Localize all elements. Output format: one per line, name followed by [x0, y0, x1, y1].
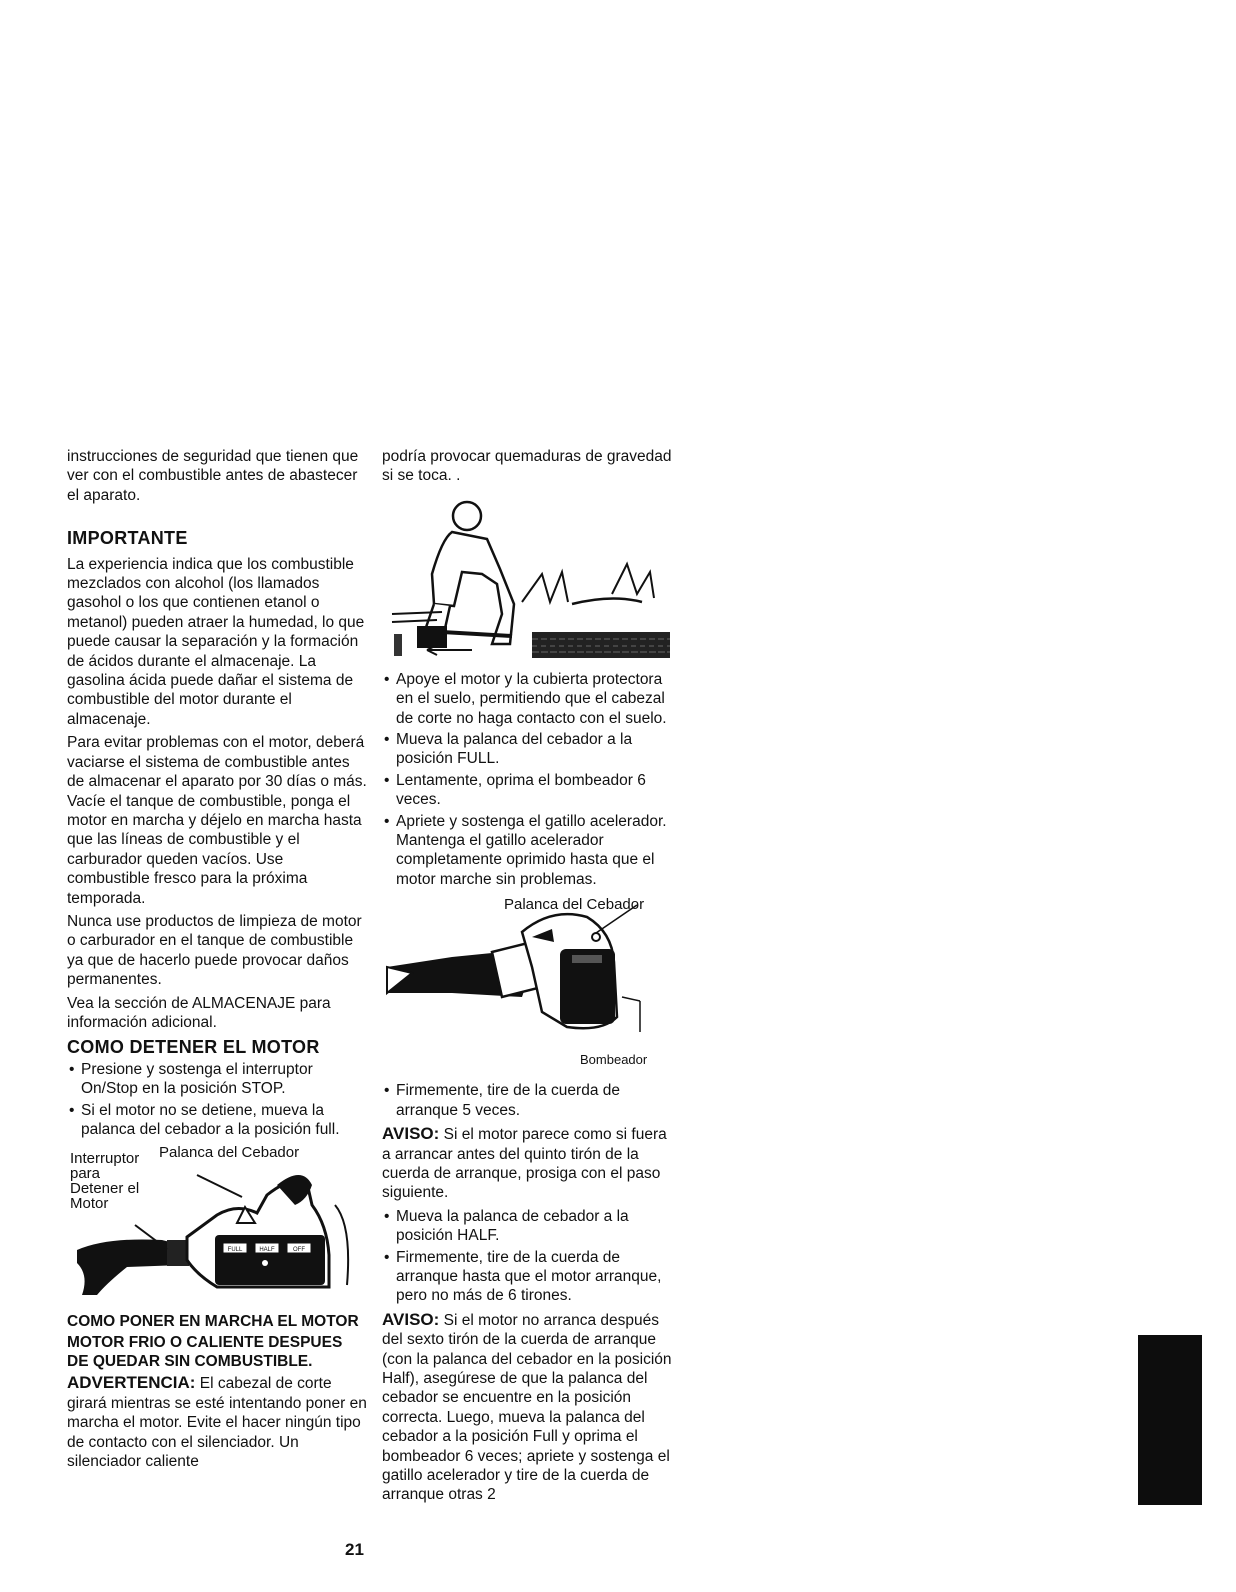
start-warning-paragraph: [67, 1373, 367, 1471]
aviso-paragraph-2: [382, 1310, 672, 1505]
list-item: • Mueva la palanca del cebador a la posición FULL.: [382, 730, 672, 769]
start-steps-list-b: [382, 1081, 672, 1120]
importante-paragraph-1: La experiencia indica que los combustible mezclados con alcohol (los llamados gasohol o los que contienen etanol o metanol) pueden atraer la humedad, lo que puede causar la separación y la formación de ácidos durante el almacenaje. La gasolina ácida puede dañar el sistema de combustible del motor durante el almacenaje.: [67, 555, 365, 728]
list-item: • Firmemente, tire de la cuerda de arranque 5 veces.: [382, 1081, 672, 1120]
start-steps-list-c: [382, 1207, 672, 1306]
importante-paragraph-4: Vea la sección de ALMACENAJE para información adicional.: [67, 994, 331, 1031]
start-engine-heading: COMO PONER EN MARCHA EL MOTOR: [67, 1313, 359, 1331]
choke-lever-label: Palanca del Cebador: [159, 1144, 300, 1162]
off-position-label: OFF: [293, 1247, 305, 1254]
importante-paragraph-2: Para evitar problemas con el motor, deberá vaciarse el sistema de combustible antes de almacenar el aparato por 30 días o más. Vacíe el tanque de combustible, ponga el motor en marcha y déjelo en marcha hasta que las líneas de combustible y el carburador queden vacíos. Use combustible fresco para la próxima temporada.: [67, 734, 367, 907]
engine-choke-primer-illustration: [382, 897, 672, 1075]
operator-figure: [382, 494, 672, 664]
warning-lead: ADVERTENCIA:: [67, 1373, 196, 1393]
cold-warm-start-subheading: MOTOR FRIO O CALIENTE DESPUES DE QUEDAR SIN COMBUSTIBLE.: [67, 1334, 343, 1371]
aviso-text: Si el motor parece como si fuera a arrancar antes del quinto tirón de la cuerda de arranque, prosiga con el paso siguiente.: [382, 1126, 667, 1202]
section-tab-marker: [1138, 1335, 1202, 1505]
right-intro-paragraph: podría provocar quemaduras de gravedad si se toca. .: [382, 448, 672, 485]
importante-heading: IMPORTANTE: [67, 528, 188, 549]
full-position-label: FULL: [227, 1247, 243, 1254]
aviso-paragraph-1: [382, 1124, 672, 1203]
choke-lever-label: Palanca del Cebador: [504, 896, 645, 914]
stop-switch-figure: [67, 1145, 352, 1300]
list-item: • Presione y sostenga el interruptor On/Stop en la posición STOP.: [67, 1060, 367, 1099]
stop-switch-label: Interruptor para Detener el Motor: [70, 1150, 140, 1213]
list-item: • Mueva la palanca de cebador a la posición HALF.: [382, 1207, 672, 1246]
warning-text: El cabezal de corte girará mientras se esté intentando poner en marcha el motor. Evite el hacer ningún tipo de contacto con el silenciador. Un silenciador caliente: [67, 1375, 367, 1471]
left-column: [67, 447, 367, 1475]
list-item: • Apoye el motor y la cubierta protectora en el suelo, permitiendo que el cabezal de corte no haga contacto con el suelo.: [382, 670, 672, 728]
importante-paragraph-3: Nunca use productos de limpieza de motor o carburador en el tanque de combustible ya que de hacerlo puede provocar daños permanentes.: [67, 912, 362, 989]
choke-primer-figure: [382, 897, 672, 1075]
aviso-text: Si el motor no arranca después del sexto tirón de la cuerda de arranque (con la palanca del cebador en la posición Half), asegúrese de que la palanca del cebador se encuentre en la posición correcta. Luego, mueva la palanca del cebador a la posición Full y oprima el bombeador 6 veces; apriete y sostenga el gatillo acelerador y tire de la cuerda de arranque otras 2: [382, 1311, 672, 1504]
start-steps-list-a: [382, 670, 672, 889]
stop-engine-heading: COMO DETENER EL MOTOR: [67, 1037, 320, 1058]
list-item: • Firmemente, tire de la cuerda de arranque hasta que el motor arranque, pero no más de 6 tirones.: [382, 1248, 672, 1306]
operator-kneeling-illustration: [382, 494, 672, 664]
left-intro-paragraph: instrucciones de seguridad que tienen que ver con el combustible antes de abastecer el aparato.: [67, 448, 359, 504]
list-item: • Lentamente, oprima el bombeador 6 veces.: [382, 771, 672, 810]
list-item: • Si el motor no se detiene, mueva la palanca del cebador a la posición full.: [67, 1101, 367, 1140]
half-position-label: HALF: [259, 1247, 275, 1254]
list-item: • Apriete y sostenga el gatillo acelerador. Mantenga el gatillo acelerador completamente oprimido hasta que el motor marche sin problemas.: [382, 812, 672, 890]
primer-bulb-label: Bombeador: [580, 1052, 648, 1068]
stop-engine-list: [67, 1060, 367, 1140]
right-column: [382, 447, 672, 1509]
aviso-lead: AVISO:: [382, 1124, 440, 1144]
aviso-lead: AVISO:: [382, 1309, 440, 1329]
page-number: 21: [345, 1540, 364, 1559]
